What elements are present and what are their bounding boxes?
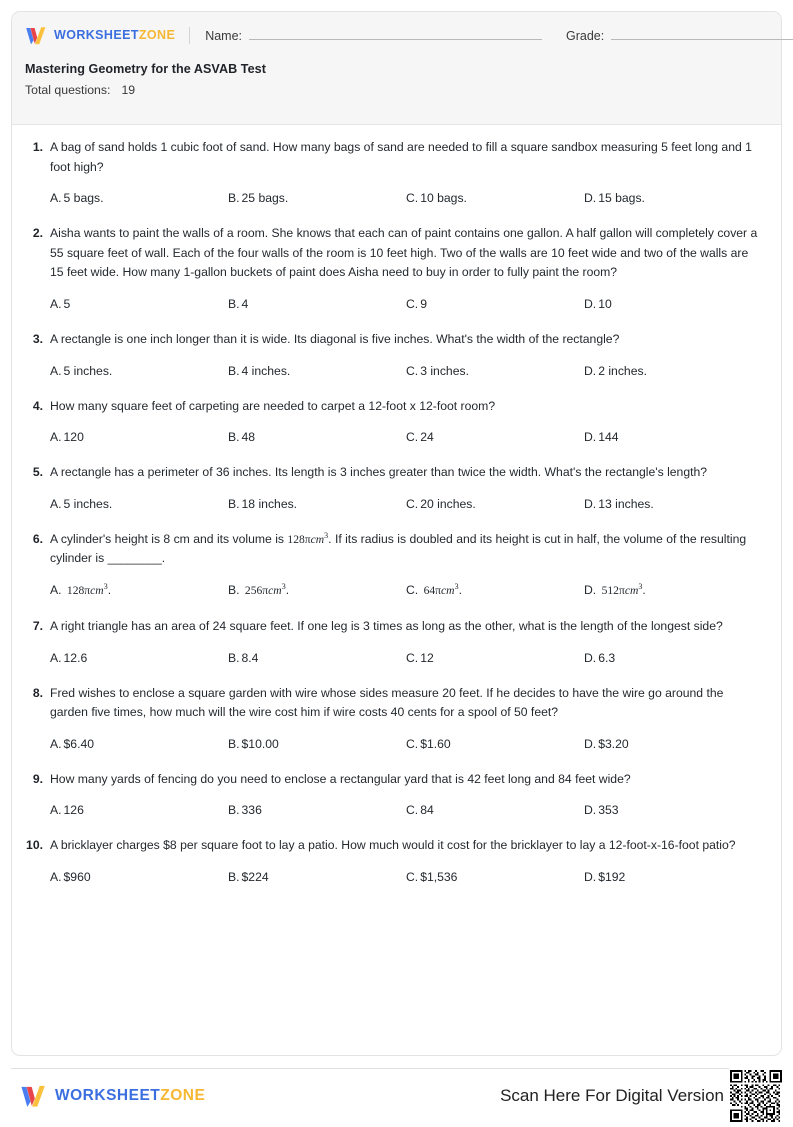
- answer-option-a[interactable]: [50, 189, 228, 207]
- option-letter: B.: [228, 736, 240, 751]
- math-unit: cm: [441, 583, 455, 597]
- option-text: 120: [63, 430, 84, 445]
- option-letter: A.: [50, 869, 62, 884]
- option-text: 3 inches.: [420, 363, 469, 378]
- answer-option-b[interactable]: [228, 801, 406, 819]
- answer-option-a[interactable]: [50, 649, 228, 667]
- answer-options: [50, 428, 762, 446]
- answer-option-d[interactable]: [584, 189, 762, 207]
- question-content: [50, 770, 762, 820]
- option-letter: D.: [584, 582, 597, 597]
- name-field[interactable]: [205, 28, 542, 43]
- option-suffix: .: [642, 582, 646, 597]
- option-text: 5 inches.: [63, 496, 113, 511]
- option-text: 10: [598, 296, 612, 311]
- option-letter: B.: [228, 191, 240, 206]
- option-text: 10 bags.: [420, 191, 467, 206]
- option-letter: B.: [228, 803, 240, 818]
- grade-label: Grade:: [566, 28, 605, 43]
- answer-option-a[interactable]: [50, 495, 228, 513]
- option-letter: D.: [584, 869, 597, 884]
- option-text: 12.6: [63, 650, 88, 665]
- answer-option-a[interactable]: [50, 801, 228, 819]
- option-letter: D.: [584, 496, 597, 511]
- option-letter: B.: [228, 430, 240, 445]
- option-text: $1,536: [420, 869, 458, 884]
- question-text: How many yards of fencing do you need to enclose a rectangular yard that is 42 feet long and 84 feet wide?: [50, 771, 631, 786]
- math-exponent: 3: [638, 582, 643, 592]
- option-text: 24: [420, 430, 434, 445]
- answer-options: [50, 649, 762, 667]
- math-expression: [601, 582, 646, 597]
- option-text: 8.4: [241, 650, 259, 665]
- option-text: 18 inches.: [241, 496, 298, 511]
- math-exponent: 3: [103, 582, 108, 592]
- answer-option-d[interactable]: [584, 801, 762, 819]
- answer-options: [50, 735, 762, 753]
- total-questions-label: Total questions:: [25, 83, 111, 97]
- answer-option-c[interactable]: [406, 581, 584, 600]
- option-text: 353: [598, 803, 619, 818]
- answer-options: [50, 801, 762, 819]
- answer-option-c[interactable]: [406, 801, 584, 819]
- option-letter: A.: [50, 296, 62, 311]
- option-text: $6.40: [63, 736, 95, 751]
- option-text: 5: [63, 296, 71, 311]
- option-letter: D.: [584, 736, 597, 751]
- header-title-block: [12, 58, 781, 97]
- answer-option-a[interactable]: [50, 428, 228, 446]
- option-text: $192: [598, 869, 626, 884]
- answer-option-b[interactable]: [228, 735, 406, 753]
- math-expression: [245, 584, 286, 597]
- math-exponent: 3: [324, 530, 329, 540]
- option-letter: C.: [406, 650, 419, 665]
- question-text: A rectangle is one inch longer than it is wide. Its diagonal is five inches. What's the width of the rectangle?: [50, 331, 620, 346]
- question-item: [25, 836, 762, 886]
- option-text: 126: [63, 803, 84, 818]
- option-letter: A.: [50, 496, 62, 511]
- math-exponent: 3: [454, 582, 459, 592]
- question-text: A rectangle has a perimeter of 36 inches. Its length is 3 inches greater than twice the width. What's the rectangle's length?: [50, 465, 708, 480]
- brand-text-worksheet: WORKSHEET: [54, 28, 139, 42]
- question-text: Fred wishes to enclose a square garden with wire whose sides measure 20 feet. If he decides to have the wire go around the garden five times, how much will the wire cost him if wire costs 40 cents for a spool of 50 feet?: [50, 685, 724, 720]
- answer-option-c[interactable]: [406, 735, 584, 753]
- option-letter: D.: [584, 296, 597, 311]
- option-text: $10.00: [241, 736, 279, 751]
- option-text: 48: [241, 430, 256, 445]
- option-letter: B.: [228, 650, 240, 665]
- option-letter: A.: [50, 191, 62, 206]
- option-letter: B.: [228, 363, 240, 378]
- answer-option-c[interactable]: [406, 868, 584, 886]
- header-top-row: [12, 12, 781, 58]
- question-text: A bag of sand holds 1 cubic foot of sand. How many bags of sand are needed to fill a square sandbox measuring 5 feet long and 1 foot high?: [50, 140, 752, 174]
- question-content: [50, 463, 762, 513]
- question-content: [50, 836, 762, 886]
- math-pi-symbol: π: [618, 583, 625, 597]
- question-content: [50, 684, 762, 753]
- option-letter: A.: [50, 582, 62, 597]
- question-item: [25, 138, 762, 207]
- option-letter: D.: [584, 363, 597, 378]
- page-title: Mastering Geometry for the ASVAB Test: [25, 62, 266, 76]
- option-text: 4: [241, 296, 249, 311]
- question-content: [50, 138, 762, 207]
- math-pi-symbol: π: [304, 532, 311, 546]
- option-letter: B.: [228, 496, 240, 511]
- math-coefficient: 128: [287, 532, 305, 546]
- math-expression: [287, 530, 329, 546]
- answer-option-a[interactable]: [50, 581, 228, 600]
- question-number: 2.: [32, 226, 43, 241]
- option-text: 2 inches.: [598, 363, 647, 378]
- math-coefficient: 64: [423, 583, 436, 597]
- brand-text-worksheet: WORKSHEET: [55, 1086, 161, 1104]
- option-letter: A.: [50, 430, 62, 445]
- answer-options: [50, 362, 762, 380]
- option-letter: B.: [228, 582, 240, 597]
- questions-list: [12, 125, 781, 913]
- math-pi-symbol: π: [262, 583, 269, 597]
- question-text-after: . If its radius is doubled and its height is cut in half, the volume of the resulting cylinder is ________.: [50, 531, 747, 566]
- option-letter: D.: [584, 650, 597, 665]
- question-item: [25, 770, 762, 820]
- option-letter: C.: [406, 582, 419, 597]
- answer-option-d[interactable]: [584, 868, 762, 886]
- math-coefficient: 128: [66, 583, 85, 597]
- footer-brand-logo: [20, 1083, 205, 1109]
- option-letter: C.: [406, 296, 419, 311]
- option-letter: A.: [50, 363, 62, 378]
- question-number: 6.: [32, 531, 43, 546]
- answer-options: [50, 189, 762, 207]
- option-suffix: .: [107, 582, 112, 597]
- math-pi-symbol: π: [84, 583, 91, 597]
- answer-option-c[interactable]: [406, 189, 584, 207]
- option-letter: D.: [584, 803, 597, 818]
- brand-logo-text: [54, 28, 175, 42]
- footer-brand-logo-text: [55, 1087, 205, 1105]
- question-text: [50, 530, 762, 569]
- question-item: [25, 684, 762, 753]
- answer-option-c[interactable]: [406, 362, 584, 380]
- brand-logo: [25, 25, 175, 46]
- math-coefficient: 256: [244, 583, 263, 597]
- option-letter: D.: [584, 191, 597, 206]
- question-item: [25, 224, 762, 313]
- answer-options: [50, 295, 762, 313]
- answer-option-a[interactable]: [50, 362, 228, 380]
- brand-text-zone: ZONE: [138, 28, 176, 42]
- question-text: Aisha wants to paint the walls of a room. She knows that each can of paint contains one gallon. A half gallon will completely cover a 55 square feet of wall. Each of the four walls of the room is 10 feet high. Two of the walls are 10 feet wide and two of the walls are 15 feet wide. How many 1-gallon buckets of paint does Aisha need to buy in order to fully paint the room?: [50, 226, 758, 280]
- question-text: A bricklayer charges $8 per square foot to lay a patio. How much would it cost for the bricklayer to lay a 12-foot-x-16-foot patio?: [50, 838, 736, 853]
- question-number: 7.: [32, 618, 43, 633]
- math-coefficient: 512: [601, 583, 619, 597]
- answer-option-b[interactable]: [228, 495, 406, 513]
- math-exponent: 3: [281, 582, 286, 592]
- scan-instruction-text: Scan Here For Digital Version: [500, 1085, 724, 1105]
- math-pi-symbol: π: [435, 583, 442, 597]
- option-text: 5 inches.: [63, 363, 113, 378]
- option-letter: B.: [228, 296, 240, 311]
- answer-option-d[interactable]: [584, 495, 762, 513]
- question-content: [50, 397, 762, 447]
- answer-options: [50, 868, 762, 886]
- math-expression: [424, 584, 459, 597]
- option-text: 13 inches.: [598, 496, 654, 511]
- answer-option-b[interactable]: [228, 868, 406, 886]
- option-text: 5 bags.: [63, 191, 104, 206]
- option-text: 336: [241, 803, 262, 818]
- question-item: [25, 463, 762, 513]
- option-letter: B.: [228, 869, 240, 884]
- header-divider: [189, 27, 190, 44]
- answer-option-b[interactable]: [228, 581, 406, 600]
- footer-content: [11, 1069, 782, 1122]
- option-text: $224: [241, 869, 269, 884]
- answer-option-d[interactable]: [584, 581, 762, 600]
- question-number: 4.: [32, 398, 43, 413]
- option-suffix: .: [285, 582, 290, 597]
- option-letter: D.: [584, 430, 597, 445]
- worksheet-zone-mark-icon: [25, 25, 48, 46]
- math-unit: cm: [624, 583, 639, 597]
- brand-text-zone: ZONE: [160, 1086, 206, 1104]
- answer-option-d[interactable]: [584, 428, 762, 446]
- answer-option-c[interactable]: [406, 295, 584, 313]
- answer-option-a[interactable]: [50, 868, 228, 886]
- answer-option-d[interactable]: [584, 295, 762, 313]
- option-text: 15 bags.: [598, 191, 645, 206]
- answer-options: [50, 581, 762, 600]
- answer-option-d[interactable]: [584, 362, 762, 380]
- question-number: 9.: [32, 771, 43, 786]
- math-unit: cm: [268, 583, 282, 597]
- answer-option-b[interactable]: [228, 428, 406, 446]
- page-footer: [11, 1068, 782, 1122]
- name-input-line[interactable]: [249, 28, 542, 40]
- answer-option-a[interactable]: [50, 735, 228, 753]
- option-text: $960: [63, 869, 91, 884]
- option-text: 144: [598, 430, 619, 445]
- question-item: [25, 397, 762, 447]
- option-letter: C.: [406, 869, 419, 884]
- answer-option-c[interactable]: [406, 428, 584, 446]
- option-text: 84: [420, 803, 434, 818]
- option-text: $3.20: [598, 736, 629, 751]
- answer-option-c[interactable]: [406, 495, 584, 513]
- answer-option-d[interactable]: [584, 735, 762, 753]
- grade-input-line[interactable]: [611, 28, 793, 40]
- worksheet-header: [12, 12, 781, 125]
- answer-option-b[interactable]: [228, 649, 406, 667]
- question-item: [25, 530, 762, 600]
- answer-option-b[interactable]: [228, 295, 406, 313]
- option-letter: A.: [50, 736, 62, 751]
- option-letter: C.: [406, 430, 419, 445]
- question-number: 5.: [32, 465, 43, 480]
- answer-options: [50, 495, 762, 513]
- question-item: [25, 617, 762, 667]
- option-letter: A.: [50, 650, 62, 665]
- option-letter: C.: [406, 363, 419, 378]
- option-letter: C.: [406, 803, 419, 818]
- worksheet-zone-mark-icon: [20, 1083, 48, 1109]
- option-letter: C.: [406, 736, 419, 751]
- question-text: How many square feet of carpeting are needed to carpet a 12-foot x 12-foot room?: [50, 398, 496, 413]
- option-letter: A.: [50, 803, 62, 818]
- question-content: [50, 617, 762, 667]
- question-item: [25, 330, 762, 380]
- question-text-before: A cylinder's height is 8 cm and its volume is: [50, 531, 288, 546]
- math-unit: cm: [310, 532, 325, 546]
- option-text: 6.3: [598, 650, 616, 665]
- option-text: $1.60: [420, 736, 451, 751]
- qr-code[interactable]: [730, 1070, 782, 1122]
- option-letter: C.: [406, 191, 419, 206]
- option-text: 12: [420, 650, 434, 665]
- answer-option-b[interactable]: [228, 189, 406, 207]
- question-content: [50, 224, 762, 313]
- option-suffix: .: [458, 582, 462, 597]
- math-unit: cm: [90, 583, 104, 597]
- total-questions: [25, 83, 763, 97]
- grade-field[interactable]: [566, 28, 793, 43]
- question-number: 10.: [26, 838, 43, 853]
- question-content: [50, 530, 762, 600]
- answer-option-d[interactable]: [584, 649, 762, 667]
- worksheet-card: [11, 11, 782, 1056]
- question-number: 8.: [32, 685, 43, 700]
- name-label: Name:: [205, 28, 243, 43]
- option-text: 25 bags.: [241, 191, 289, 206]
- question-number: 1.: [32, 140, 43, 154]
- option-text: 20 inches.: [420, 496, 476, 511]
- math-expression: [67, 584, 108, 597]
- option-text: 4 inches.: [241, 363, 291, 378]
- option-text: 9: [420, 296, 427, 311]
- option-letter: C.: [406, 496, 419, 511]
- question-text: A right triangle has an area of 24 square feet. If one leg is 3 times as long as the other, what is the length of the longest side?: [50, 618, 723, 633]
- question-number: 3.: [32, 331, 43, 346]
- answer-option-c[interactable]: [406, 649, 584, 667]
- total-questions-count: 19: [121, 83, 136, 97]
- question-content: [50, 330, 762, 380]
- answer-option-a[interactable]: [50, 295, 228, 313]
- answer-option-b[interactable]: [228, 362, 406, 380]
